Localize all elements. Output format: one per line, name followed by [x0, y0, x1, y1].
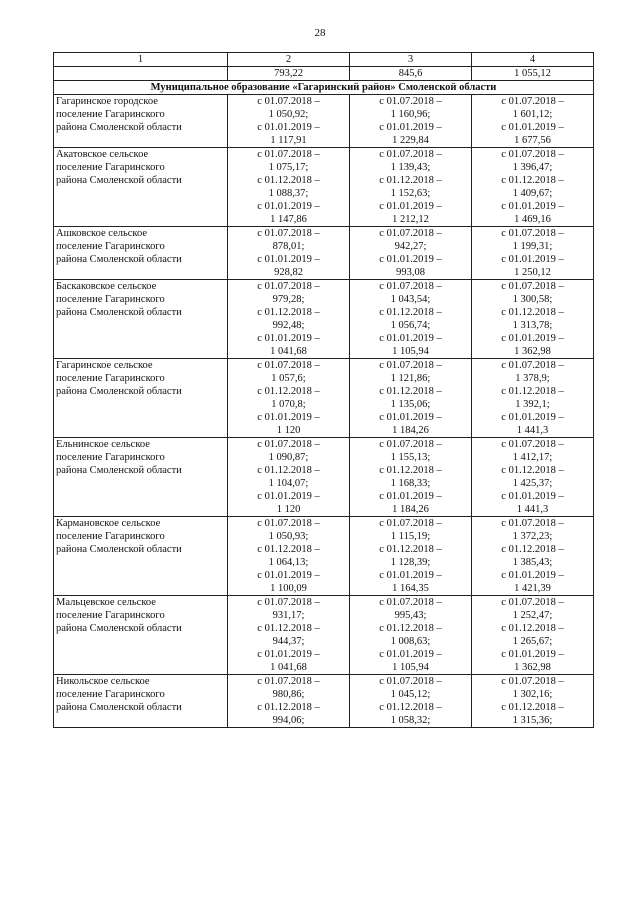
totals-cell: 793,22 [228, 67, 350, 81]
header-row [54, 53, 594, 67]
totals-cell [54, 67, 228, 81]
settlement-name: Гагаринское сельское поселение Гагаринского района Смоленской области [54, 359, 228, 438]
table-row [54, 280, 594, 359]
tariff-table [53, 52, 594, 728]
header-cell: 3 [350, 53, 472, 67]
header-cell: 1 [54, 53, 228, 67]
table-row [54, 95, 594, 148]
value-cell-col2: с 01.07.2018 – 1 050,93; с 01.12.2018 – 1 064,13; с 01.01.2019 – 1 100,09 [228, 517, 350, 596]
page-number: 28 [314, 27, 326, 39]
value-cell-col3: с 01.07.2018 – 1 045,12; с 01.12.2018 – 1 058,32; [350, 675, 472, 728]
value-cell-col4: с 01.07.2018 – 1 300,58; с 01.12.2018 – 1 313,78; с 01.01.2019 – 1 362,98 [472, 280, 594, 359]
settlement-name: Акатовское сельское поселение Гагаринского района Смоленской области [54, 148, 228, 227]
table-row [54, 148, 594, 227]
header-cell: 2 [228, 53, 350, 67]
section-row [54, 81, 594, 95]
totals-cell: 845,6 [350, 67, 472, 81]
settlement-name: Мальцевское сельское поселение Гагаринского района Смоленской области [54, 596, 228, 675]
value-cell-col4: с 01.07.2018 – 1 378,9; с 01.12.2018 – 1 392,1; с 01.01.2019 – 1 441,3 [472, 359, 594, 438]
value-cell-col4: с 01.07.2018 – 1 302,16; с 01.12.2018 – 1 315,36; [472, 675, 594, 728]
value-cell-col3: с 01.07.2018 – 1 155,13; с 01.12.2018 – 1 168,33; с 01.01.2019 – 1 184,26 [350, 438, 472, 517]
totals-row [54, 67, 594, 81]
table-row [54, 517, 594, 596]
value-cell-col2: с 01.07.2018 – 931,17; с 01.12.2018 – 944,37; с 01.01.2019 – 1 041,68 [228, 596, 350, 675]
value-cell-col2: с 01.07.2018 – 1 090,87; с 01.12.2018 – 1 104,07; с 01.01.2019 – 1 120 [228, 438, 350, 517]
table-row [54, 359, 594, 438]
value-cell-col4: с 01.07.2018 – 1 601,12; с 01.01.2019 – 1 677,56 [472, 95, 594, 148]
table-row [54, 675, 594, 728]
value-cell-col4: с 01.07.2018 – 1 396,47; с 01.12.2018 – 1 409,67; с 01.01.2019 – 1 469,16 [472, 148, 594, 227]
value-cell-col3: с 01.07.2018 – 942,27; с 01.01.2019 – 993,08 [350, 227, 472, 280]
value-cell-col2: с 01.07.2018 – 979,28; с 01.12.2018 – 992,48; с 01.01.2019 – 1 041,68 [228, 280, 350, 359]
table-row [54, 596, 594, 675]
settlement-name: Ельнинское сельское поселение Гагаринского района Смоленской области [54, 438, 228, 517]
settlement-name: Гагаринское городское поселение Гагаринского района Смоленской области [54, 95, 228, 148]
value-cell-col2: с 01.07.2018 – 1 057,6; с 01.12.2018 – 1 070,8; с 01.01.2019 – 1 120 [228, 359, 350, 438]
value-cell-col2: с 01.07.2018 – 1 075,17; с 01.12.2018 – 1 088,37; с 01.01.2019 – 1 147,86 [228, 148, 350, 227]
settlement-name: Никольское сельское поселение Гагаринского района Смоленской области [54, 675, 228, 728]
value-cell-col4: с 01.07.2018 – 1 199,31; с 01.01.2019 – 1 250,12 [472, 227, 594, 280]
value-cell-col3: с 01.07.2018 – 1 160,96; с 01.01.2019 – 1 229,84 [350, 95, 472, 148]
totals-cell: 1 055,12 [472, 67, 594, 81]
value-cell-col4: с 01.07.2018 – 1 252,47; с 01.12.2018 – 1 265,67; с 01.01.2019 – 1 362,98 [472, 596, 594, 675]
settlement-name: Ашковское сельское поселение Гагаринского района Смоленской области [54, 227, 228, 280]
value-cell-col4: с 01.07.2018 – 1 372,23; с 01.12.2018 – 1 385,43; с 01.01.2019 – 1 421,39 [472, 517, 594, 596]
value-cell-col3: с 01.07.2018 – 1 115,19; с 01.12.2018 – 1 128,39; с 01.01.2019 – 1 164,35 [350, 517, 472, 596]
settlement-name: Баскаковское сельское поселение Гагаринского района Смоленской области [54, 280, 228, 359]
value-cell-col3: с 01.07.2018 – 1 043,54; с 01.12.2018 – 1 056,74; с 01.01.2019 – 1 105,94 [350, 280, 472, 359]
value-cell-col2: с 01.07.2018 – 878,01; с 01.01.2019 – 928,82 [228, 227, 350, 280]
value-cell-col3: с 01.07.2018 – 995,43; с 01.12.2018 – 1 008,63; с 01.01.2019 – 1 105,94 [350, 596, 472, 675]
value-cell-col2: с 01.07.2018 – 1 050,92; с 01.01.2019 – 1 117,91 [228, 95, 350, 148]
value-cell-col2: с 01.07.2018 – 980,86; с 01.12.2018 – 994,06; [228, 675, 350, 728]
section-title: Муниципальное образование «Гагаринский район» Смоленской области [54, 81, 594, 95]
value-cell-col3: с 01.07.2018 – 1 139,43; с 01.12.2018 – 1 152,63; с 01.01.2019 – 1 212,12 [350, 148, 472, 227]
table-row [54, 438, 594, 517]
table-row [54, 227, 594, 280]
value-cell-col3: с 01.07.2018 – 1 121,86; с 01.12.2018 – 1 135,06; с 01.01.2019 – 1 184,26 [350, 359, 472, 438]
value-cell-col4: с 01.07.2018 – 1 412,17; с 01.12.2018 – 1 425,37; с 01.01.2019 – 1 441,3 [472, 438, 594, 517]
header-cell: 4 [472, 53, 594, 67]
settlement-name: Кармановское сельское поселение Гагаринского района Смоленской области [54, 517, 228, 596]
